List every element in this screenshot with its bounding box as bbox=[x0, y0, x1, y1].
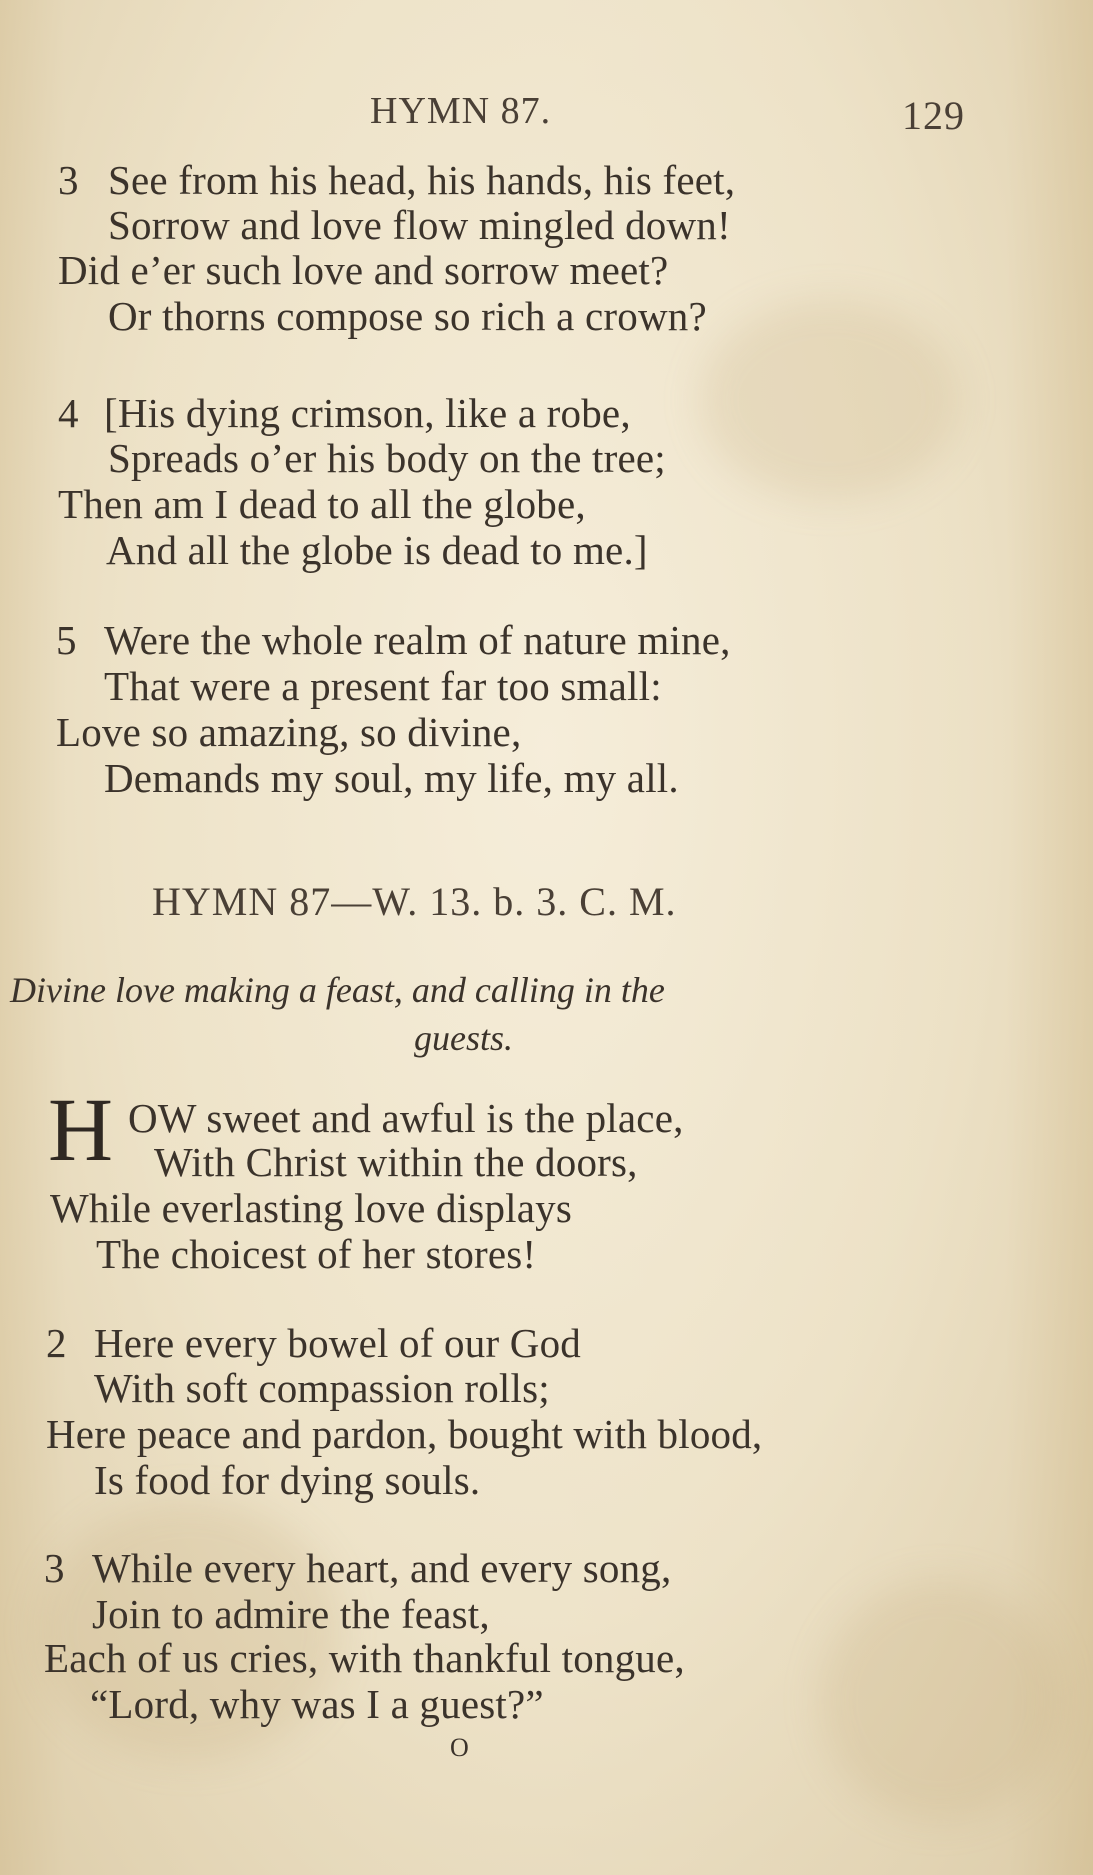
verse-line: The choicest of her stores! bbox=[96, 1231, 537, 1277]
hymn-subtitle: Divine love making a feast, and calling in the bbox=[10, 970, 665, 1010]
page-number: 129 bbox=[902, 93, 965, 138]
verse-line: Were the whole realm of nature mine, bbox=[104, 617, 731, 663]
verse-line: OW sweet and awful is the place, bbox=[128, 1095, 684, 1141]
paper-stain bbox=[700, 300, 960, 500]
verse-line: And all the globe is dead to me.] bbox=[106, 527, 648, 573]
paper-stain bbox=[820, 1580, 1060, 1820]
verse-line: See from his head, his hands, his feet, bbox=[108, 157, 736, 203]
verse-number: 3 bbox=[44, 1545, 65, 1591]
verse-line: With soft compassion rolls; bbox=[94, 1365, 550, 1411]
verse-number: 2 bbox=[46, 1320, 67, 1366]
hymn-subtitle: guests. bbox=[414, 1018, 513, 1058]
verse-number: 5 bbox=[56, 617, 77, 663]
running-title: HYMN 87. bbox=[370, 90, 552, 132]
verse-line: With Christ within the doors, bbox=[154, 1139, 638, 1185]
verse-number: 3 bbox=[58, 157, 79, 203]
verse-number: 4 bbox=[58, 390, 79, 436]
verse-line: Here peace and pardon, bought with blood, bbox=[46, 1411, 763, 1457]
verse-line: Is food for dying souls. bbox=[94, 1457, 481, 1503]
verse-line: Each of us cries, with thankful tongue, bbox=[44, 1635, 685, 1681]
verse-line: Love so amazing, so divine, bbox=[56, 709, 522, 755]
hymn-heading: HYMN 87—W. 13. b. 3. C. M. bbox=[152, 879, 677, 924]
verse-line: Then am I dead to all the globe, bbox=[58, 481, 586, 527]
verse-line: Did e’er such love and sorrow meet? bbox=[58, 247, 669, 293]
verse-line: That were a present far too small: bbox=[104, 663, 662, 709]
drop-cap: H bbox=[48, 1081, 113, 1180]
verse-line: Demands my soul, my life, my all. bbox=[104, 755, 679, 801]
verse-line: Join to admire the feast, bbox=[92, 1591, 490, 1637]
verse-line: Here every bowel of our God bbox=[94, 1320, 581, 1366]
verse-line: While everlasting love displays bbox=[50, 1185, 572, 1231]
verse-line: [His dying crimson, like a robe, bbox=[104, 390, 631, 436]
verse-line: “Lord, why was I a guest?” bbox=[90, 1681, 544, 1727]
verse-line: Or thorns compose so rich a crown? bbox=[108, 293, 707, 339]
verse-line: While every heart, and every song, bbox=[92, 1545, 672, 1591]
verse-line: Sorrow and love flow mingled down! bbox=[108, 202, 731, 248]
signature-mark: O bbox=[450, 1733, 469, 1762]
verse-line: Spreads o’er his body on the tree; bbox=[108, 435, 666, 481]
